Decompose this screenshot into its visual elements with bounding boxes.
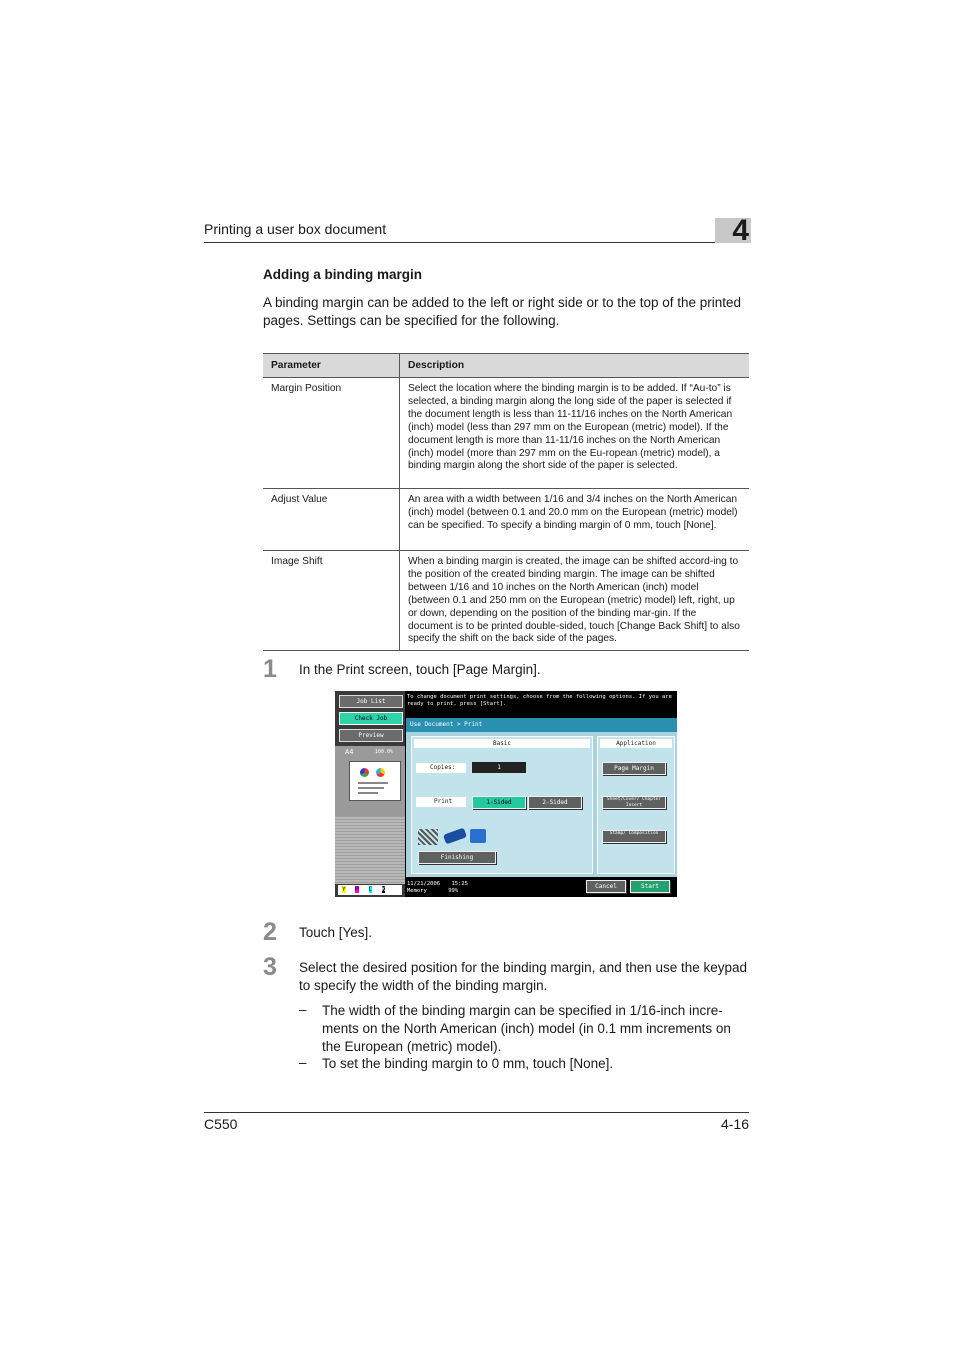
toner-indicator: Y M C K [338, 885, 402, 895]
memory-label: Memory [407, 888, 427, 894]
stamp-composition-button[interactable]: Stamp/ Composition [602, 830, 666, 843]
copies-field[interactable]: 1 [472, 762, 526, 773]
control-panel-screenshot [335, 691, 677, 897]
column-header-parameter: Parameter [263, 354, 400, 378]
bullet-text: To set the binding margin to 0 mm, touch [None]. [322, 1056, 614, 1071]
punch-icon [470, 829, 486, 843]
sidebar-filler [335, 816, 405, 884]
page-margin-button[interactable]: Page Margin [602, 762, 666, 775]
cancel-button[interactable]: Cancel [586, 880, 626, 893]
breadcrumb: Use Document > Print [406, 718, 677, 732]
footer-rule [204, 1112, 749, 1113]
param-cell: Image Shift [263, 551, 400, 651]
step-number: 2 [263, 918, 277, 946]
status-bar [407, 881, 527, 897]
footer-model: C550 [204, 1116, 238, 1132]
two-sided-button[interactable]: 2-Sided [528, 796, 582, 809]
print-label: Print [416, 797, 466, 807]
paper-size: A4 [345, 748, 354, 756]
step-number: 3 [263, 953, 277, 981]
zoom-readout: 100.0% [375, 749, 394, 755]
copies-label: Copies: [416, 763, 466, 773]
table-row [263, 551, 749, 651]
color-wheel-icon [376, 768, 385, 777]
tab-application[interactable]: Application [600, 739, 672, 748]
page-thumbnail [349, 761, 401, 801]
desc-cell: When a binding margin is created, the image can be shifted accord-ing to the position of the created binding margin. The image can be shifted between 1/16 and 10 inches on the North American (inch) model (between 0.1 and 250 mm on the European (metric) model) left, right, up or down, depending on the position of the binding mar-gin. If the document is to be printed double-sided, touch [Change Back Shift] to also specify the shift on the back side of the pages. [400, 551, 750, 651]
staple-icon [418, 829, 438, 845]
job-list-button[interactable]: Job List [339, 695, 403, 708]
parameter-table [263, 353, 749, 651]
preview-button[interactable]: Preview [339, 729, 403, 742]
one-sided-button[interactable]: 1-Sided [472, 796, 526, 809]
desc-cell: An area with a width between 1/16 and 3/4 inches on the North American (inch) model (between 0.1 and 20.0 mm on the European (metric) model) can be specified. To specify a binding margin of 0 mm, touch [None]. [400, 489, 750, 551]
bullet-text: The width of the binding margin can be specified in 1/16-inch incre-ments on the North American (inch) model (in 0.1 mm increments on the European (metric) model). [322, 1003, 731, 1054]
sheet-cover-button[interactable]: Sheet/Cover/ Chapter Insert [602, 796, 666, 809]
application-section [597, 736, 675, 874]
instruction-message: To change document print settings, choose from the following options. If you are ready to print, press [Start]. [407, 694, 672, 707]
basic-section [411, 736, 593, 874]
section-heading: Adding a binding margin [263, 267, 422, 282]
footer-page-number: 4-16 [720, 1116, 749, 1132]
step-text: Touch [Yes]. [299, 925, 373, 940]
preview-area [335, 746, 405, 816]
table-row [263, 378, 749, 489]
param-cell: Adjust Value [263, 489, 400, 551]
memory-value: 99% [448, 888, 459, 894]
column-header-description: Description [400, 354, 750, 378]
desc-cell: Select the location where the binding margin is to be added. If “Au-to” is selected, a binding margin along the long side of the paper is selected if the document length is less than 11-11/16 inches on the North American (inch) model (less than 297 mm on the European (metric) model). If the document length is more than 11-11/16 inches on the North American (inch) model (more than 297 mm on the Eu-ropean (metric) model), a binding margin along the short side of the paper is selected. [400, 378, 750, 489]
chapter-number: 4 [732, 214, 749, 247]
color-wheel-icon [360, 768, 369, 777]
bullet-dash: – [299, 1055, 307, 1070]
step-number: 1 [263, 655, 277, 683]
stapler-icon [443, 828, 467, 845]
table-row [263, 489, 749, 551]
tab-basic[interactable]: Basic [414, 739, 590, 748]
running-header-title: Printing a user box document [204, 221, 387, 237]
step-text: Select the desired position for the binding margin, and then use the keypad to specify the width of the binding margin. [299, 960, 748, 993]
start-button[interactable]: Start [630, 880, 670, 893]
panel-sidebar [335, 691, 405, 897]
intro-paragraph: A binding margin can be added to the left or right side or to the top of the printed pages. Settings can be specified for the following. [263, 295, 742, 328]
bullet-dash: – [299, 1002, 307, 1017]
check-job-button[interactable]: Check Job [339, 712, 403, 725]
time-readout: 15:25 [451, 881, 468, 887]
step-text: In the Print screen, touch [Page Margin]. [299, 662, 541, 677]
header-rule [204, 242, 715, 243]
table-header-row [263, 354, 749, 378]
main-panel [406, 718, 677, 877]
param-cell: Margin Position [263, 378, 400, 489]
date-readout: 11/21/2006 [407, 881, 441, 887]
finishing-button[interactable]: Finishing [418, 851, 496, 864]
